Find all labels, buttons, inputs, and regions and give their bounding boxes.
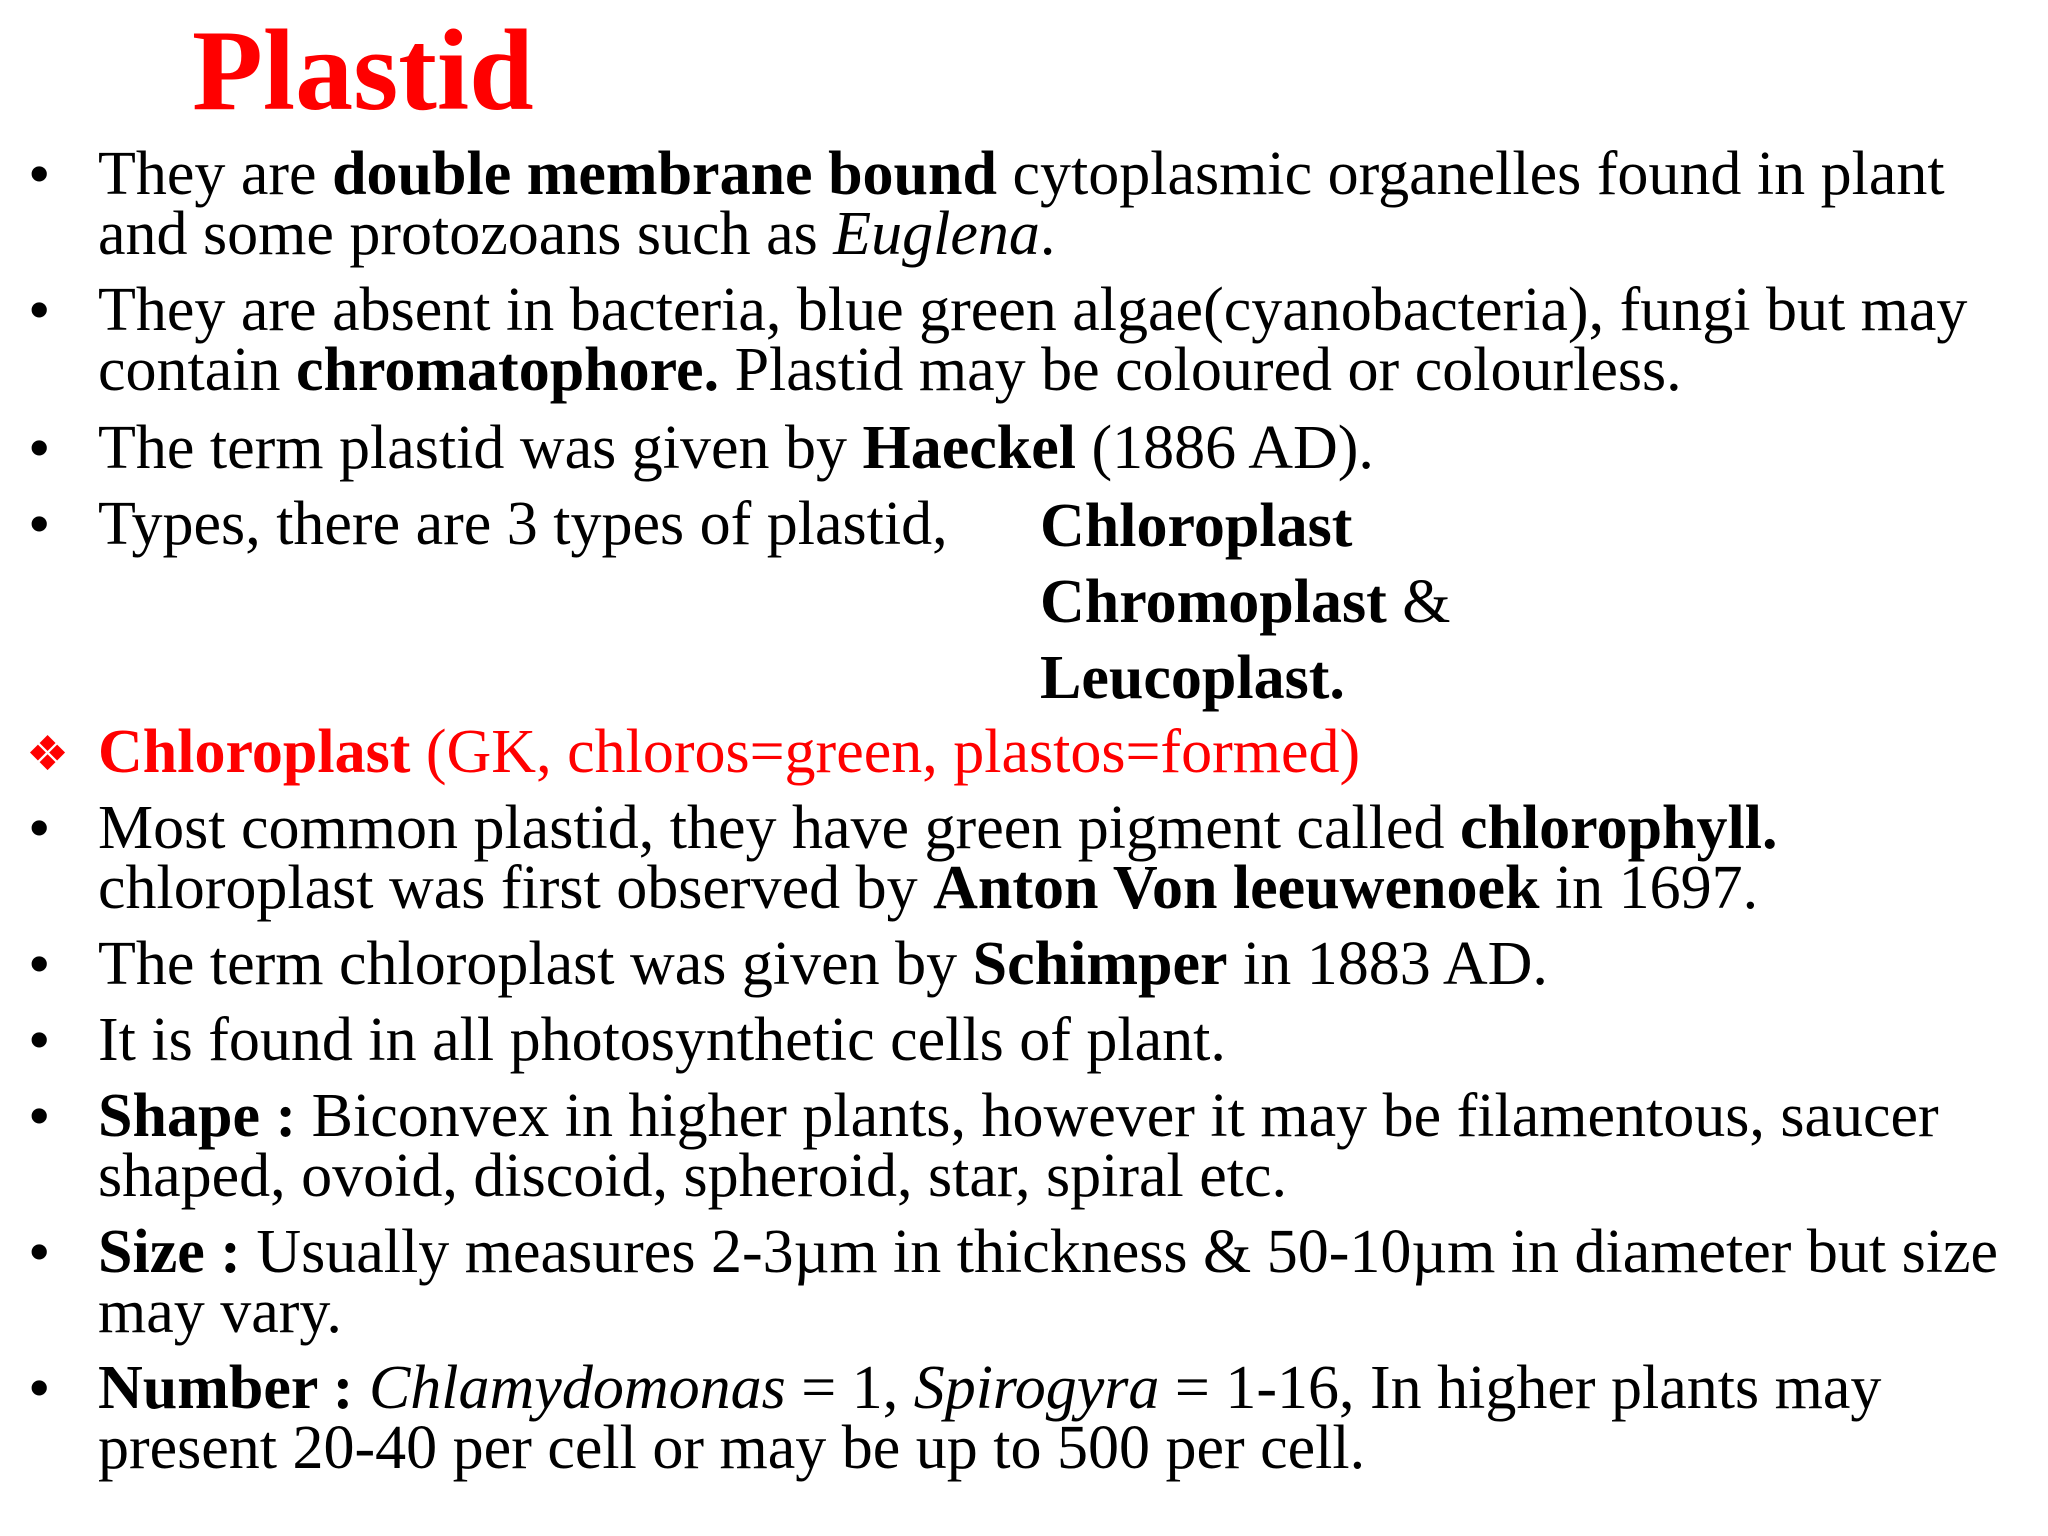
italic-term: Chlamydomonas bbox=[368, 1354, 786, 1422]
bullet-icon: • bbox=[28, 1004, 51, 1075]
bold-term: Size : bbox=[98, 1218, 241, 1286]
bullet-icon: • bbox=[28, 274, 51, 345]
text-run: Types, there are 3 types of plastid, bbox=[98, 490, 948, 558]
bold-term: Chloroplast bbox=[98, 718, 411, 786]
bold-term: Schimper bbox=[972, 930, 1228, 998]
text-run: The term plastid was given by bbox=[98, 414, 863, 482]
text-run: may vary. bbox=[98, 1278, 342, 1346]
bold-term: chlorophyll. bbox=[1459, 794, 1778, 862]
text-run: It is found in all photosynthetic cells of plant. bbox=[98, 1006, 1226, 1074]
bold-term: chromatophore. bbox=[296, 336, 720, 404]
bullet-text-7 bbox=[98, 1006, 2038, 1074]
text-run: = 1-16, In higher plants may bbox=[1159, 1354, 1882, 1422]
italic-term: Spirogyra bbox=[913, 1354, 1160, 1422]
bold-term: Haeckel bbox=[862, 414, 1076, 482]
text-run: present 20-40 per cell or may be up to 500 per cell. bbox=[98, 1414, 1366, 1482]
bullet-text-6 bbox=[98, 930, 2038, 998]
text-run: Most common plastid, they have green pigment called bbox=[98, 794, 1460, 862]
diamond-bullet-icon: ❖ bbox=[26, 726, 70, 782]
bullet-text-8 bbox=[98, 1082, 2038, 1210]
text-run: in 1883 AD. bbox=[1227, 930, 1548, 998]
text-run: Plastid may be coloured or colourless. bbox=[719, 336, 1682, 404]
bold-term: double membrane bound bbox=[332, 140, 998, 208]
text-run: Biconvex in higher plants, however it may be filamentous, saucer bbox=[296, 1082, 1939, 1150]
bullet-icon: • bbox=[28, 792, 51, 863]
plastid-type: Chloroplast bbox=[1040, 492, 1353, 560]
plastid-type: Chromoplast bbox=[1040, 568, 1387, 636]
heading-text bbox=[98, 718, 2038, 786]
bullet-icon: • bbox=[28, 488, 51, 559]
bullet-icon: • bbox=[28, 1352, 51, 1423]
text-run: They are absent in bacteria, blue green algae(cyanobacteria), fungi but may bbox=[98, 276, 1968, 344]
bullet-icon: • bbox=[28, 1216, 51, 1287]
text-run: (GK, chloros=green, plastos=formed) bbox=[410, 718, 1361, 786]
bullet-icon: • bbox=[28, 412, 51, 483]
bullet-text-10 bbox=[98, 1354, 2038, 1482]
text-run: in 1697. bbox=[1539, 854, 1759, 922]
bullet-text-9 bbox=[98, 1218, 2038, 1346]
bullet-text-2 bbox=[98, 276, 2038, 404]
text-run bbox=[353, 1354, 369, 1422]
plastid-types-list bbox=[1040, 488, 1451, 716]
text-run: They are bbox=[98, 140, 333, 208]
text-run: chloroplast was first observed by bbox=[98, 854, 934, 922]
text-run: (1886 AD). bbox=[1076, 414, 1374, 482]
bold-term: Anton Von leeuwenoek bbox=[933, 854, 1540, 922]
bullet-icon: • bbox=[28, 1080, 51, 1151]
bold-term: Shape : bbox=[98, 1082, 297, 1150]
text-run: & bbox=[1386, 568, 1451, 636]
text-run: = 1, bbox=[785, 1354, 914, 1422]
text-run: shaped, ovoid, discoid, spheroid, star, spiral etc. bbox=[98, 1142, 1288, 1210]
text-run: Usually measures 2-3µm in thickness & 50-10µm in diameter but size bbox=[240, 1218, 1999, 1286]
text-run: contain bbox=[98, 336, 296, 404]
bullet-icon: • bbox=[28, 138, 51, 209]
text-run: and some protozoans such as bbox=[98, 200, 834, 268]
text-run: The term chloroplast was given by bbox=[98, 930, 973, 998]
text-run: cytoplasmic organelles found in plant bbox=[997, 140, 1945, 208]
plastid-type: Leucoplast. bbox=[1040, 644, 1345, 712]
bullet-text-3 bbox=[98, 414, 2038, 482]
italic-term: Euglena bbox=[833, 200, 1040, 268]
bullet-icon: • bbox=[28, 928, 51, 999]
bullet-text-5 bbox=[98, 794, 2038, 922]
text-run: . bbox=[1039, 200, 1056, 268]
slide-title: Plastid bbox=[192, 7, 534, 135]
bullet-text-1 bbox=[98, 140, 2038, 268]
bold-term: Number : bbox=[98, 1354, 354, 1422]
